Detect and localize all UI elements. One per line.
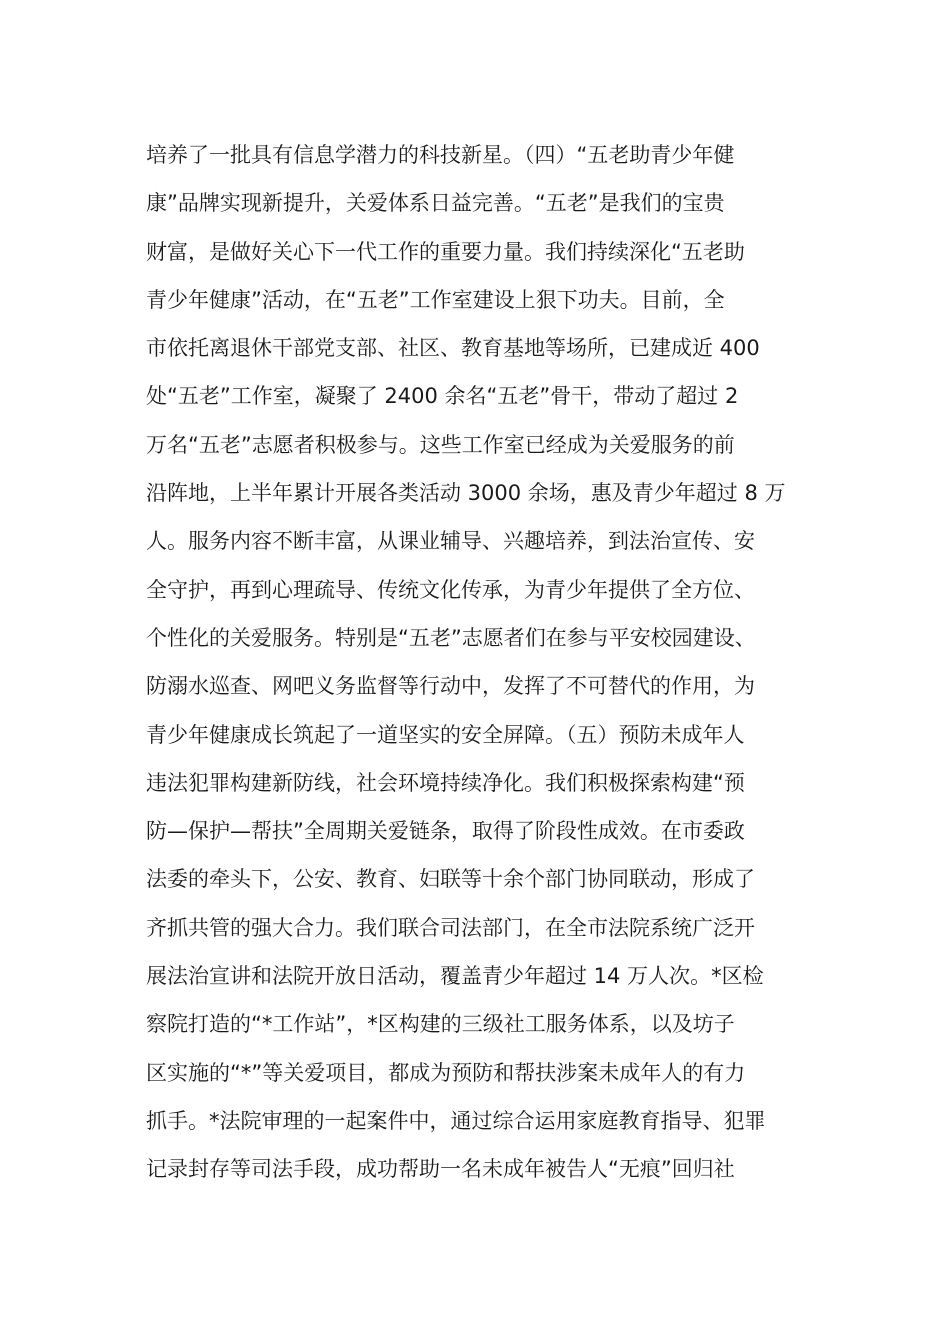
body-text: [146, 131, 826, 1194]
text-line: 法委的牵头下，公安、教育、妇联等十余个部门协同联动，形成了: [146, 867, 755, 892]
text-line: 财富，是做好关心下一代工作的重要力量。我们持续深化“五老助: [146, 239, 745, 264]
text-line: 个性化的关爱服务。特别是“五老”志愿者们在参与平安校园建设、: [146, 625, 756, 650]
text-line: 防溺水巡查、网吧义务监督等行动中，发挥了不可替代的作用，为: [146, 674, 755, 699]
text-line: 防—保护—帮扶”全周期关爱链条，取得了阶段性成效。在市委政: [146, 819, 745, 844]
text-line: 齐抓共管的强大合力。我们联合司法部门，在全市法院系统广泛开: [146, 915, 755, 940]
text-line: 万名“五老”志愿者积极参与。这些工作室已经成为关爱服务的前: [146, 432, 735, 457]
text-line: 察院打造的“*工作站”，*区构建的三级社工服务体系，以及坊子: [146, 1012, 735, 1037]
text-line: 抓手。*法院审理的一起案件中，通过综合运用家庭教育指导、犯罪: [146, 1108, 766, 1133]
text-line: 市依托离退休干部党支部、社区、教育基地等场所，已建成近 400: [146, 336, 760, 361]
text-line: 青少年健康成长筑起了一道坚实的安全屏障。（五）预防未成年人: [146, 722, 745, 747]
text-line: 沿阵地，上半年累计开展各类活动 3000 余场，惠及青少年超过 8 万: [146, 481, 786, 506]
text-line: 处“五老”工作室，凝聚了 2400 余名“五老”骨干，带动了超过 2: [146, 384, 739, 409]
text-line: 违法犯罪构建新防线，社会环境持续净化。我们积极探索构建“预: [146, 770, 745, 795]
text-line: 人。服务内容不断丰富，从课业辅导、兴趣培养，到法治宣传、安: [146, 529, 755, 554]
text-line: 区实施的“*”等关爱项目，都成为预防和帮扶涉案未成年人的有力: [146, 1060, 746, 1085]
text-line: 青少年健康”活动，在“五老”工作室建设上狠下功夫。目前，全: [146, 287, 725, 312]
text-line: 培养了一批具有信息学潜力的科技新星。（四）“五老助青少年健: [146, 143, 735, 167]
text-line: 展法治宣讲和法院开放日活动，覆盖青少年超过 14 万人次。*区检: [146, 964, 764, 989]
text-line: 记录封存等司法手段，成功帮助一名未成年被告人“无痕”回归社: [146, 1157, 735, 1182]
text-line: 康”品牌实现新提升，关爱体系日益完善。“五老”是我们的宝贵: [146, 191, 725, 216]
text-line: 全守护，再到心理疏导、传统文化传承，为青少年提供了全方位、: [146, 577, 755, 602]
